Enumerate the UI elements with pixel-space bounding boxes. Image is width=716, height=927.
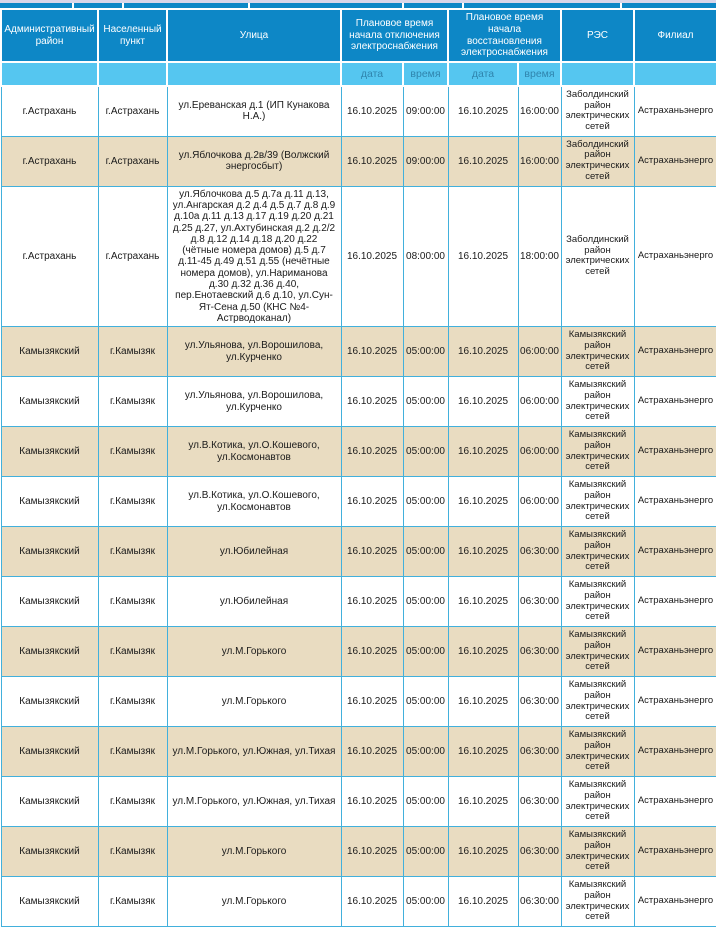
subheader-blank	[634, 62, 716, 86]
subheader-restore-time: время	[518, 62, 561, 86]
top-strip-gap	[620, 3, 622, 8]
cell-street: ул.М.Горького	[167, 677, 341, 727]
cell-res: Камызякский район электрических сетей	[561, 777, 634, 827]
cell-settlement: г.Камызяк	[98, 777, 167, 827]
cell-outage-date: 16.10.2025	[341, 327, 403, 377]
subheader-restore-date: дата	[448, 62, 518, 86]
cell-admin-district: Камызякский	[1, 727, 98, 777]
cell-settlement: г.Камызяк	[98, 377, 167, 427]
cell-outage-date: 16.10.2025	[341, 427, 403, 477]
table-header	[1, 9, 716, 86]
cell-restore-time: 06:00:00	[518, 477, 561, 527]
cell-outage-date: 16.10.2025	[341, 136, 403, 186]
cell-outage-time: 05:00:00	[403, 477, 448, 527]
cell-restore-date: 16.10.2025	[448, 627, 518, 677]
cell-admin-district: Камызякский	[1, 577, 98, 627]
cell-branch: Астраханьэнерго	[634, 427, 716, 477]
cell-res: Камызякский район электрических сетей	[561, 527, 634, 577]
header-row-main	[1, 9, 716, 62]
cell-outage-time: 05:00:00	[403, 427, 448, 477]
cell-settlement: г.Камызяк	[98, 577, 167, 627]
cell-restore-time: 16:00:00	[518, 86, 561, 136]
cell-settlement: г.Астрахань	[98, 86, 167, 136]
cell-res: Камызякский район электрических сетей	[561, 827, 634, 877]
table-row	[1, 427, 716, 477]
table-row	[1, 777, 716, 827]
cell-restore-time: 06:30:00	[518, 527, 561, 577]
cell-restore-time: 06:00:00	[518, 427, 561, 477]
cell-res: Камызякский район электрических сетей	[561, 377, 634, 427]
outage-schedule-table	[0, 8, 716, 927]
header-street: Улица	[167, 9, 341, 62]
cell-restore-date: 16.10.2025	[448, 677, 518, 727]
cell-restore-date: 16.10.2025	[448, 527, 518, 577]
cell-res: Камызякский район электрических сетей	[561, 427, 634, 477]
cell-outage-date: 16.10.2025	[341, 727, 403, 777]
cell-street: ул.Яблочкова д.2в/39 (Волжский энергосбыт)	[167, 136, 341, 186]
top-strip-gap	[462, 3, 464, 8]
subheader-blank	[98, 62, 167, 86]
header-res: РЭС	[561, 9, 634, 62]
cell-street: ул.Ульянова, ул.Ворошилова, ул.Курченко	[167, 377, 341, 427]
cell-settlement: г.Камызяк	[98, 477, 167, 527]
cell-restore-time: 06:00:00	[518, 327, 561, 377]
cell-outage-date: 16.10.2025	[341, 677, 403, 727]
top-strip-gap	[72, 3, 74, 8]
table-row	[1, 136, 716, 186]
cell-settlement: г.Камызяк	[98, 827, 167, 877]
cell-res: Камызякский район электрических сетей	[561, 627, 634, 677]
cell-street: ул.М.Горького, ул.Южная, ул.Тихая	[167, 727, 341, 777]
table-row	[1, 377, 716, 427]
cell-outage-time: 05:00:00	[403, 727, 448, 777]
cell-outage-time: 08:00:00	[403, 186, 448, 327]
cell-settlement: г.Камызяк	[98, 877, 167, 927]
cell-res: Заболдинский район электрических сетей	[561, 86, 634, 136]
cell-res: Заболдинский район электрических сетей	[561, 136, 634, 186]
cell-outage-date: 16.10.2025	[341, 827, 403, 877]
cell-outage-date: 16.10.2025	[341, 377, 403, 427]
cell-restore-time: 16:00:00	[518, 136, 561, 186]
cell-outage-date: 16.10.2025	[341, 877, 403, 927]
header-outage-group: Плановое время начала отключения электроснабжения	[341, 9, 448, 62]
subheader-blank	[561, 62, 634, 86]
table-row	[1, 827, 716, 877]
cell-admin-district: Камызякский	[1, 477, 98, 527]
cell-settlement: г.Камызяк	[98, 527, 167, 577]
cell-outage-time: 05:00:00	[403, 677, 448, 727]
top-strip	[0, 3, 716, 8]
top-strip-gap	[122, 3, 124, 8]
cell-restore-time: 06:30:00	[518, 727, 561, 777]
table-row	[1, 877, 716, 927]
cell-restore-date: 16.10.2025	[448, 377, 518, 427]
cell-restore-time: 06:30:00	[518, 677, 561, 727]
cell-branch: Астраханьэнерго	[634, 877, 716, 927]
subheader-outage-time: время	[403, 62, 448, 86]
cell-restore-time: 06:30:00	[518, 777, 561, 827]
cell-settlement: г.Астрахань	[98, 186, 167, 327]
header-row-sub	[1, 62, 716, 86]
cell-settlement: г.Камызяк	[98, 327, 167, 377]
subheader-outage-date: дата	[341, 62, 403, 86]
cell-admin-district: Камызякский	[1, 827, 98, 877]
cell-res: Камызякский район электрических сетей	[561, 577, 634, 627]
cell-admin-district: г.Астрахань	[1, 86, 98, 136]
cell-outage-time: 05:00:00	[403, 777, 448, 827]
cell-street: ул.М.Горького	[167, 827, 341, 877]
cell-outage-time: 09:00:00	[403, 86, 448, 136]
cell-restore-date: 16.10.2025	[448, 777, 518, 827]
header-branch: Филиал	[634, 9, 716, 62]
cell-branch: Астраханьэнерго	[634, 727, 716, 777]
table-body	[1, 86, 716, 927]
cell-outage-date: 16.10.2025	[341, 777, 403, 827]
cell-outage-date: 16.10.2025	[341, 577, 403, 627]
cell-res: Камызякский район электрических сетей	[561, 477, 634, 527]
cell-admin-district: Камызякский	[1, 327, 98, 377]
cell-branch: Астраханьэнерго	[634, 136, 716, 186]
cell-restore-time: 06:30:00	[518, 577, 561, 627]
top-strip-gap	[248, 3, 250, 8]
cell-admin-district: г.Астрахань	[1, 186, 98, 327]
cell-res: Заболдинский район электрических сетей	[561, 186, 634, 327]
cell-restore-date: 16.10.2025	[448, 327, 518, 377]
cell-street: ул.Юбилейная	[167, 577, 341, 627]
cell-branch: Астраханьэнерго	[634, 827, 716, 877]
cell-outage-time: 05:00:00	[403, 527, 448, 577]
cell-settlement: г.Камызяк	[98, 627, 167, 677]
cell-res: Камызякский район электрических сетей	[561, 727, 634, 777]
cell-street: ул.М.Горького, ул.Южная, ул.Тихая	[167, 777, 341, 827]
cell-admin-district: Камызякский	[1, 377, 98, 427]
cell-street: ул.Ульянова, ул.Ворошилова, ул.Курченко	[167, 327, 341, 377]
cell-restore-date: 16.10.2025	[448, 727, 518, 777]
cell-outage-date: 16.10.2025	[341, 627, 403, 677]
cell-branch: Астраханьэнерго	[634, 577, 716, 627]
table-row	[1, 727, 716, 777]
cell-restore-date: 16.10.2025	[448, 427, 518, 477]
table-row	[1, 677, 716, 727]
cell-outage-time: 05:00:00	[403, 627, 448, 677]
cell-street: ул.Ереванская д.1 (ИП Кунакова Н.А.)	[167, 86, 341, 136]
cell-outage-date: 16.10.2025	[341, 477, 403, 527]
cell-admin-district: Камызякский	[1, 527, 98, 577]
cell-street: ул.М.Горького	[167, 877, 341, 927]
cell-restore-date: 16.10.2025	[448, 577, 518, 627]
cell-branch: Астраханьэнерго	[634, 86, 716, 136]
subheader-blank	[1, 62, 98, 86]
cell-branch: Астраханьэнерго	[634, 477, 716, 527]
header-admin-district: Административный район	[1, 9, 98, 62]
cell-restore-date: 16.10.2025	[448, 827, 518, 877]
table-row	[1, 477, 716, 527]
cell-restore-date: 16.10.2025	[448, 136, 518, 186]
header-restore-group: Плановое время начала восстановления электроснабжения	[448, 9, 561, 62]
cell-restore-date: 16.10.2025	[448, 477, 518, 527]
cell-outage-time: 05:00:00	[403, 577, 448, 627]
header-settlement: Населенный пункт	[98, 9, 167, 62]
cell-res: Камызякский район электрических сетей	[561, 877, 634, 927]
cell-branch: Астраханьэнерго	[634, 527, 716, 577]
cell-outage-date: 16.10.2025	[341, 527, 403, 577]
cell-outage-date: 16.10.2025	[341, 186, 403, 327]
cell-restore-time: 18:00:00	[518, 186, 561, 327]
cell-settlement: г.Астрахань	[98, 136, 167, 186]
table-row	[1, 627, 716, 677]
cell-admin-district: г.Астрахань	[1, 136, 98, 186]
cell-restore-time: 06:00:00	[518, 377, 561, 427]
subheader-blank	[167, 62, 341, 86]
cell-restore-time: 06:30:00	[518, 877, 561, 927]
cell-outage-time: 05:00:00	[403, 877, 448, 927]
cell-outage-time: 05:00:00	[403, 327, 448, 377]
table-row	[1, 527, 716, 577]
cell-street: ул.В.Котика, ул.О.Кошевого, ул.Космонавтов	[167, 477, 341, 527]
cell-admin-district: Камызякский	[1, 627, 98, 677]
cell-admin-district: Камызякский	[1, 677, 98, 727]
cell-admin-district: Камызякский	[1, 877, 98, 927]
cell-res: Камызякский район электрических сетей	[561, 677, 634, 727]
table-row	[1, 186, 716, 327]
cell-street: ул.М.Горького	[167, 627, 341, 677]
cell-outage-time: 05:00:00	[403, 377, 448, 427]
cell-outage-time: 05:00:00	[403, 827, 448, 877]
cell-branch: Астраханьэнерго	[634, 627, 716, 677]
cell-street: ул.В.Котика, ул.О.Кошевого, ул.Космонавтов	[167, 427, 341, 477]
cell-settlement: г.Камызяк	[98, 727, 167, 777]
cell-admin-district: Камызякский	[1, 427, 98, 477]
cell-branch: Астраханьэнерго	[634, 327, 716, 377]
cell-admin-district: Камызякский	[1, 777, 98, 827]
cell-restore-date: 16.10.2025	[448, 86, 518, 136]
cell-branch: Астраханьэнерго	[634, 777, 716, 827]
cell-restore-time: 06:30:00	[518, 627, 561, 677]
table-row	[1, 327, 716, 377]
cell-restore-time: 06:30:00	[518, 827, 561, 877]
cell-outage-date: 16.10.2025	[341, 86, 403, 136]
cell-settlement: г.Камызяк	[98, 427, 167, 477]
cell-street: ул.Яблочкова д.5 д.7а д.11 д.13, ул.Ангарская д.2 д.4 д.5 д.7 д.8 д.9 д.10а д.11 д.13 д.17 д.19 д.20 д.21 д.25 д.27, ул.Ахтубинская д.2 д.2/2 д.8 д.12 д.14 д.18 д.20 д.22 (чётные номера домов) д.5 д.7 д.11-45 д.49 д.51 д.55 (нечётные номера домов), ул.Нариманова д.30 д.32 д.36 д.40, пер.Енотаевский д.6 д.10, ул.Сун-Ят-Сена д.50 (КНС №4-Астрводоканал)	[167, 186, 341, 327]
top-strip-gap	[402, 3, 404, 8]
cell-branch: Астраханьэнерго	[634, 377, 716, 427]
cell-settlement: г.Камызяк	[98, 677, 167, 727]
cell-outage-time: 09:00:00	[403, 136, 448, 186]
table-row	[1, 86, 716, 136]
cell-street: ул.Юбилейная	[167, 527, 341, 577]
cell-branch: Астраханьэнерго	[634, 186, 716, 327]
cell-res: Камызякский район электрических сетей	[561, 327, 634, 377]
cell-branch: Астраханьэнерго	[634, 677, 716, 727]
cell-restore-date: 16.10.2025	[448, 877, 518, 927]
cell-restore-date: 16.10.2025	[448, 186, 518, 327]
table-row	[1, 577, 716, 627]
